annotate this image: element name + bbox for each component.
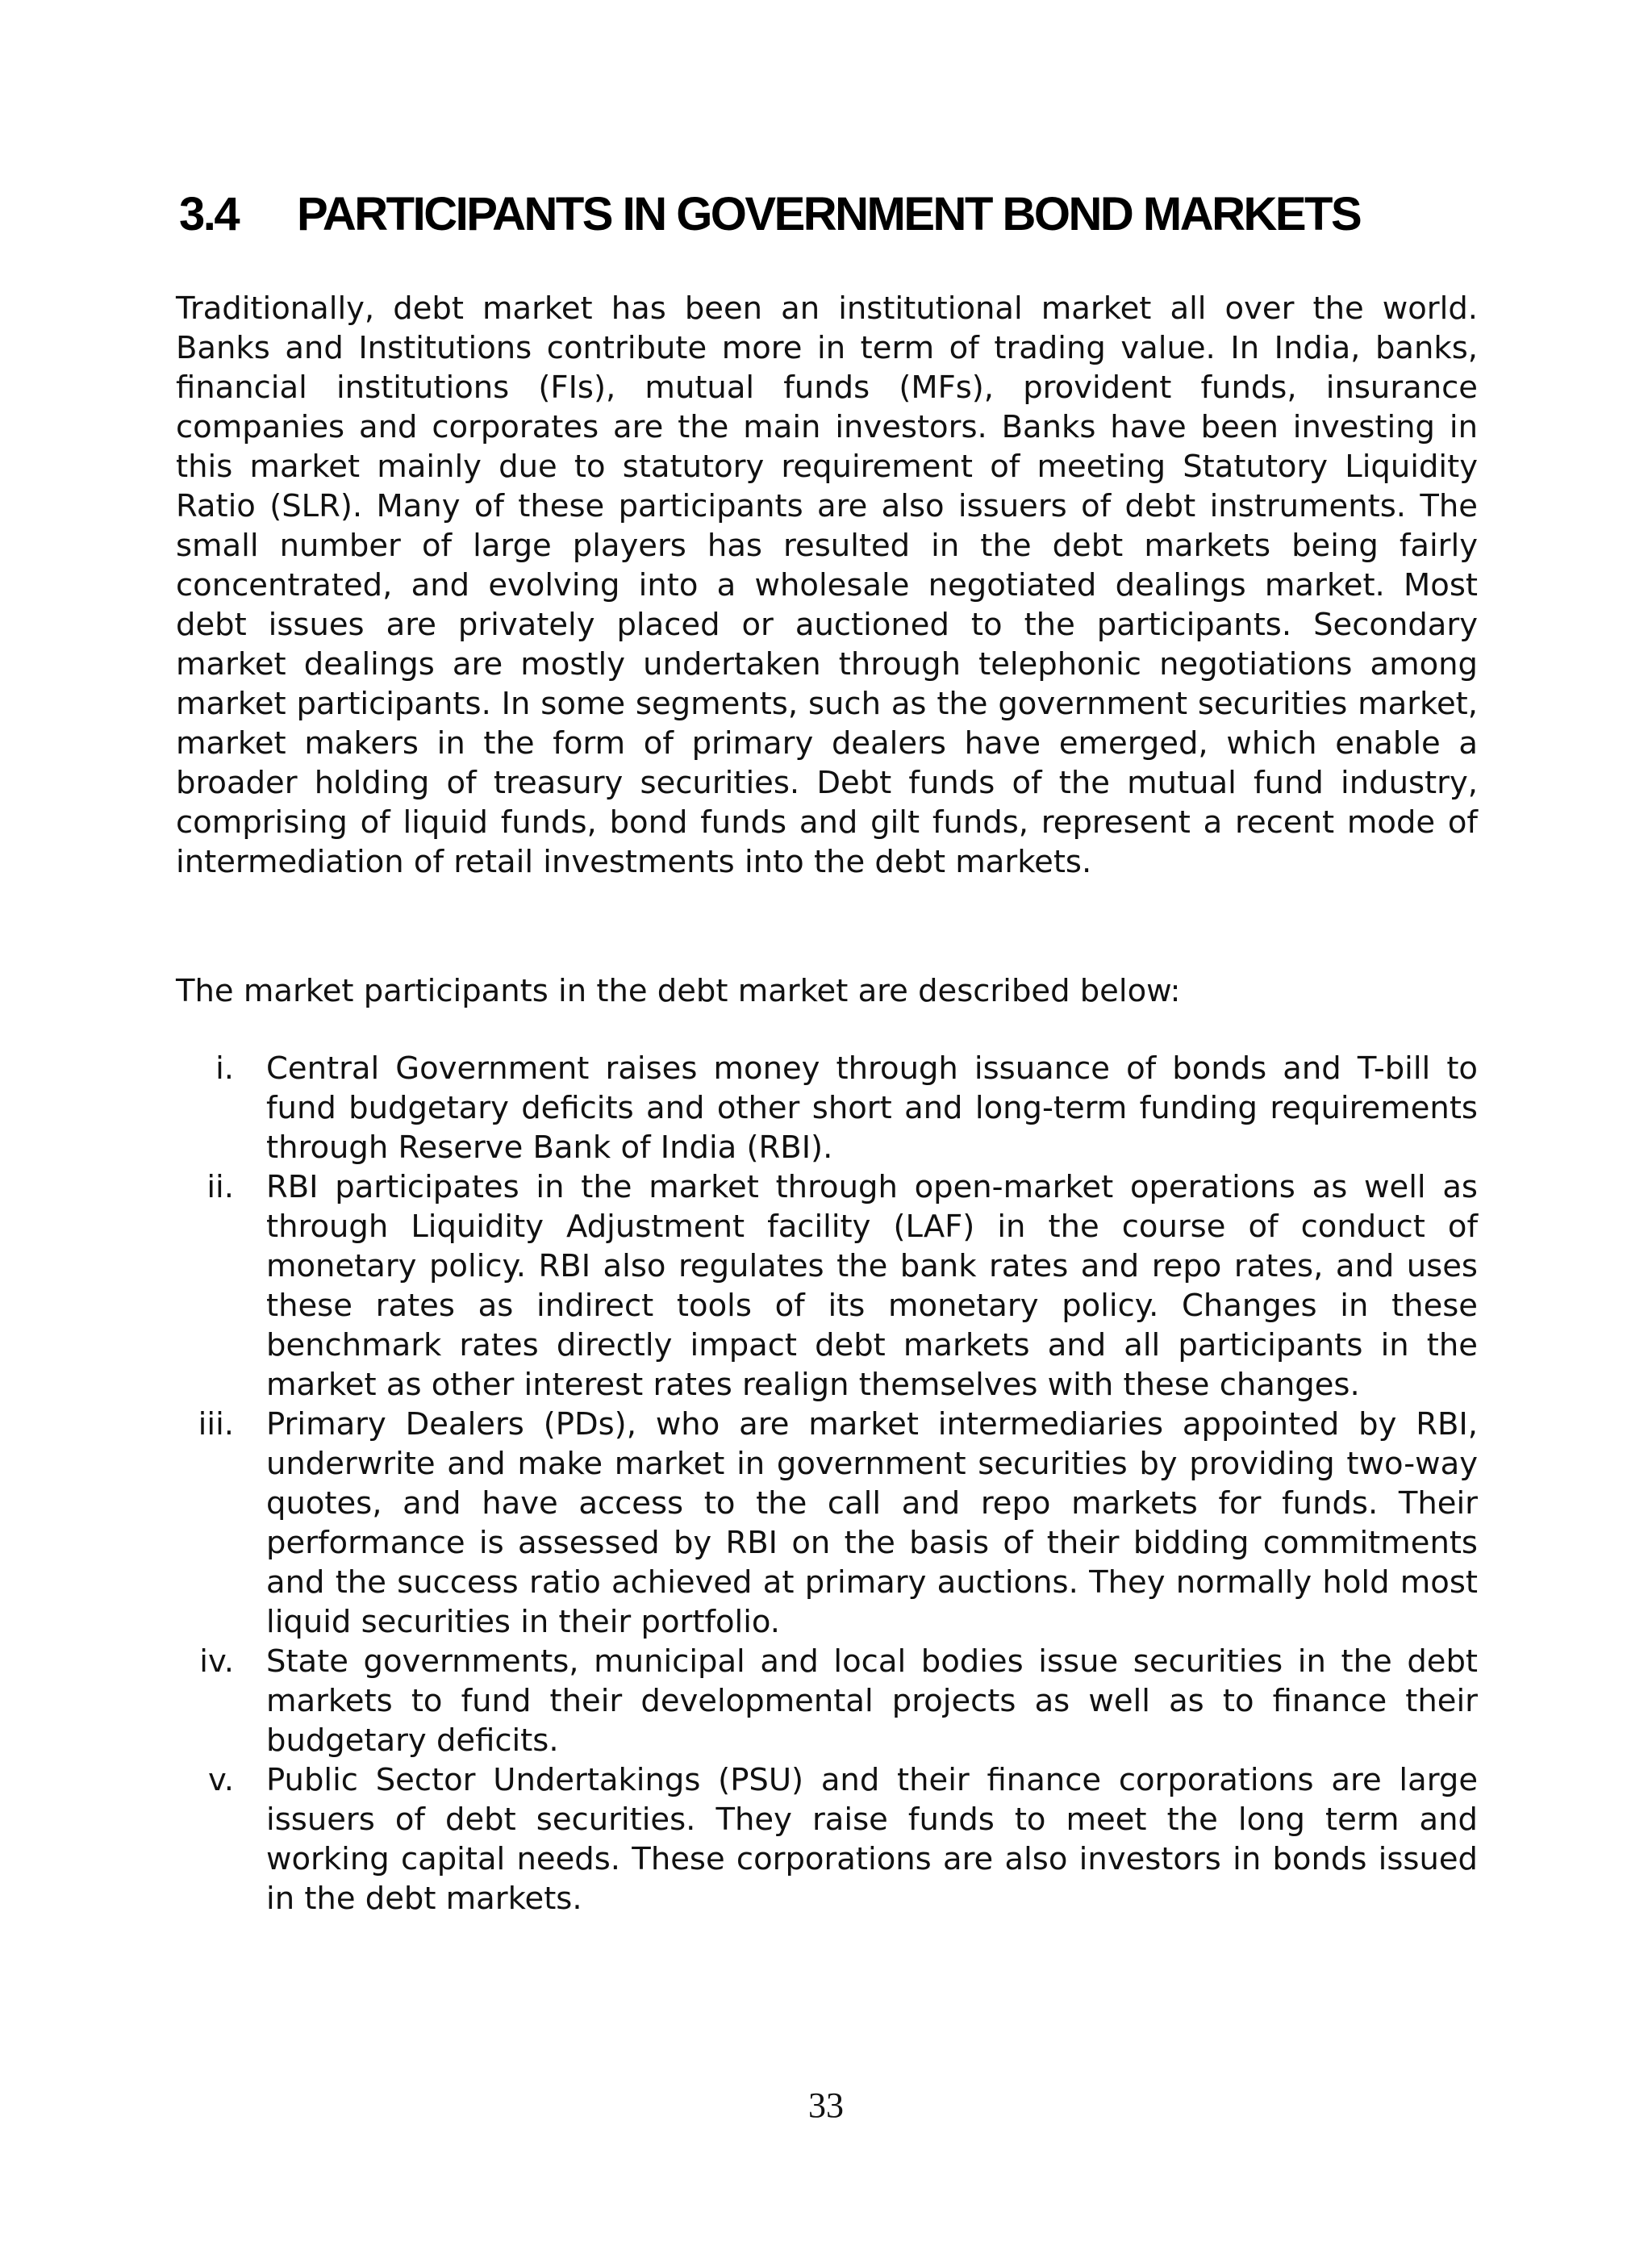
section-heading <box>179 187 1486 241</box>
list-item <box>176 1049 1478 1167</box>
page-number: 33 <box>808 2085 844 2125</box>
section-number: 3.4 <box>179 188 239 240</box>
list-item-text: Public Sector Undertakings (PSU) and their finance corporations are large issuers of debt securities. They raise funds to meet the long term and working capital needs. These corporations are also investors in bonds issued in the debt markets. <box>266 1762 1478 1917</box>
lead-sentence: The market participants in the debt market are described below: <box>176 973 1181 1009</box>
list-marker: iv. <box>199 1643 234 1680</box>
list-item-text: RBI participates in the market through open-market operations as well as through Liquidity Adjustment facility (LAF) in the course of conduct of monetary policy. RBI also regulates the bank rates and repo rates, and uses these rates as indirect tools of its monetary policy. Changes in these benchmark rates directly impact debt markets and all participants in the market as other interest rates realign themselves with these changes. <box>266 1169 1478 1403</box>
list-item <box>176 1167 1478 1405</box>
list-item <box>176 1760 1478 1918</box>
list-marker: v. <box>207 1762 234 1798</box>
list-marker: ii. <box>206 1169 234 1205</box>
list-marker: i. <box>215 1050 234 1087</box>
list-item-text: Primary Dealers (PDs), who are market intermediaries appointed by RBI, underwrite and make market in government securities by providing two-way quotes, and have access to the call and repo markets for funds. Their performance is assessed by RBI on the basis of their bidding commitments and the success ratio achieved at primary auctions. They normally hold most liquid securities in their portfolio. <box>266 1406 1478 1640</box>
participants-list <box>176 1049 1478 1918</box>
intro-paragraph: Traditionally, debt market has been an institutional market all over the world. Banks and Institutions contribute more in term of trading value. In India, banks, financial institutions (FIs), mutual funds (MFs), provident funds, insurance companies and corporates are the main investors. Banks have been investing in this market mainly due to statutory requirement of meeting Statutory Liquidity Ratio (SLR). Many of these participants are also issuers of debt instruments. The small number of large players has resulted in the debt markets being fairly concentrated, and evolving into a wholesale negotiated dealings market. Most debt issues are privately placed or auctioned to the participants. Secondary market dealings are mostly undertaken through telephonic negotiations among market participants. In some segments, such as the government securities market, market makers in the form of primary dealers have emerged, which enable a broader holding of treasury securities. Debt funds of the mutual fund industry, comprising of liquid funds, bond funds and gilt funds, represent a recent mode of intermediation of retail investments into the debt markets. <box>176 290 1478 880</box>
list-marker: iii. <box>198 1406 234 1442</box>
section-title: PARTICIPANTS IN GOVERNMENT BOND MARKETS <box>297 188 1361 240</box>
list-item-text: State governments, municipal and local bodies issue securities in the debt markets to fund their developmental projects as well as to finance their budgetary deficits. <box>266 1643 1478 1759</box>
list-item-text: Central Government raises money through issuance of bonds and T-bill to fund budgetary deficits and other short and long-term funding requirements through Reserve Bank of India (RBI). <box>266 1050 1478 1166</box>
list-item <box>176 1642 1478 1760</box>
list-item <box>176 1405 1478 1642</box>
